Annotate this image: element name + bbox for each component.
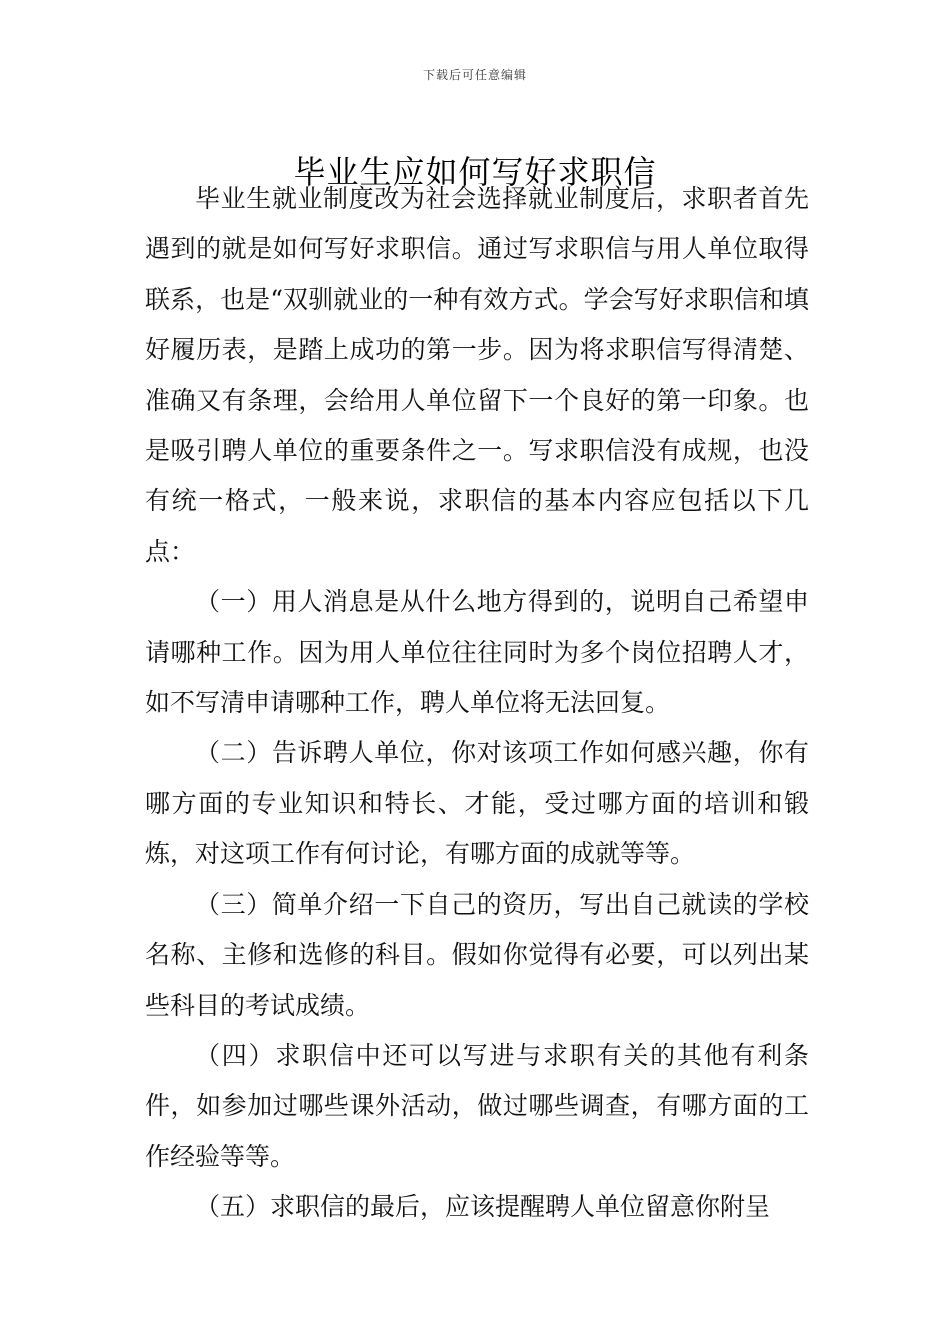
paragraph-intro: 毕业生就业制度改为社会选择就业制度后，求职者首先遇到的就是如何写好求职信。通过写求职信与用人单位取得联系，也是“双驯就业的一种有效方式。学会写好求职信和填好履历表，是踏上成功的第一步。因为将求职信写得清楚、准确又有条理，会给用人单位留下一个良好的第一印象。也是吸引聘人单位的重要条件之一。写求职信没有成规，也没有统一格式，一般来说，求职信的基本内容应包括以下几点： <box>145 184 809 566</box>
paragraph-item-1: （一）用人消息是从什么地方得到的，说明自己希望申请哪种工作。因为用人单位往往同时为多个岗位招聘人才，如不写清申请哪种工作，聘人单位将无法回复。 <box>145 587 809 718</box>
paragraph-item-4: （四）求职信中还可以写进与求职有关的其他有利条件，如参加过哪些课外活动，做过哪些调查，有哪方面的工作经验等等。 <box>145 1040 809 1171</box>
paragraph-item-5: （五）求职信的最后，应该提醒聘人单位留意你附呈 <box>195 1192 771 1222</box>
document-title: 毕业生应如何写好求职信 <box>293 153 657 192</box>
paragraph-item-3: （三）简单介绍一下自己的资历，写出自己就读的学校名称、主修和选修的科目。假如你觉得有必要，可以列出某些科目的考试成绩。 <box>145 889 809 1020</box>
document-body <box>145 174 809 1233</box>
paragraph-item-2: （二）告诉聘人单位，你对该项工作如何感兴趣，你有哪方面的专业知识和特长、才能，受过哪方面的培训和锻炼，对这项工作有何讨论，有哪方面的成就等等。 <box>145 738 809 869</box>
header-note: 下载后可任意编辑 <box>422 68 527 82</box>
